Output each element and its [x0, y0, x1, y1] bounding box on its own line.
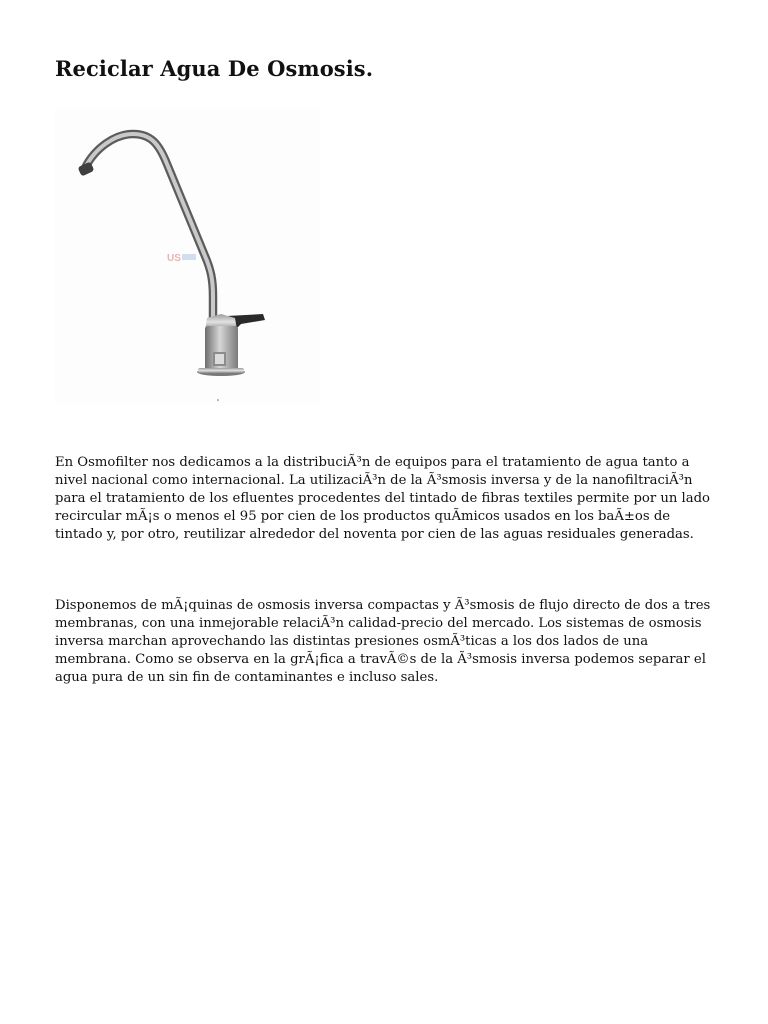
paragraph-1: En Osmofilter nos dedicamos a la distribuciÃ³n de equipos para el tratamiento de agua tanto a nivel nacional como internacional. La utilizaciÃ³n de la Ã³smosis inversa y de la nanofiltraciÃ³n para el tratamiento de los efluentes procedentes del tintado de fibras textiles permite por un lado recircular mÃ¡s o menos el 95 por cien de los productos quÃmicos usados en los baÃ±os de tintado y, por otro, reutilizar alrededor del noventa por cien de las aguas residuales generadas.: [55, 455, 710, 542]
paragraph-2: Disponemos de mÃ¡quinas de osmosis inversa compactas y Ã³smosis de flujo directo de dos a tres membranas, con una inmejorable relaciÃ³n calidad-precio del mercado. Los sistemas de osmosis inversa marchan aprovechando las distintas presiones osmÃ³ticas a los dos lados de una membrana. Como se observa en la grÃ¡fica a travÃ©s de la Ã³smosis inversa podemos separar el agua pura de un sin fin de contaminantes e incluso sales.: [55, 598, 711, 685]
faucet-image: [55, 108, 320, 403]
watermark-text: US: [167, 253, 181, 264]
page-title: Reciclar Agua De Osmosis.: [55, 56, 374, 81]
